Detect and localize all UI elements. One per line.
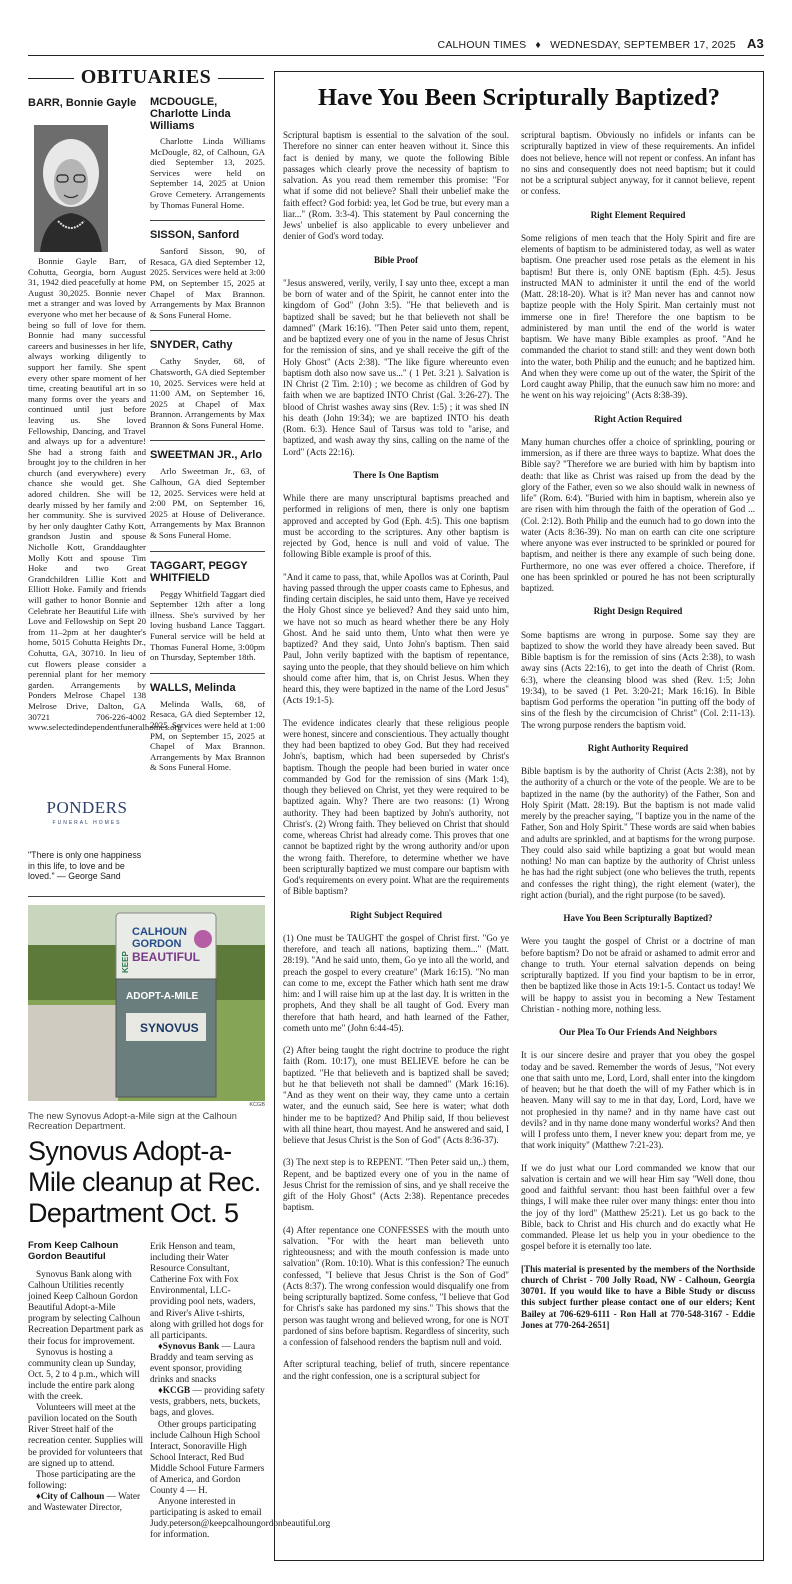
story-column-1 (28, 1270, 144, 1514)
obit-name-sisson: SISSON, Sanford (150, 229, 240, 242)
story-para: Erik Henson and team, including their Water Resource Consultant, Catherine Fox with Fox Environmental, LLC- providing pool nets, waders, and River's Alive t-shirts, along with grilled hot dogs for all participants. (150, 1242, 264, 1341)
issue-date: WEDNESDAY, SEPTEMBER 17, 2025 (550, 39, 736, 51)
bullet-text: — providing safety vests, grabbers, nets, buckets, bags, and gloves. (150, 1386, 265, 1419)
obit-name-mcdougle: MCDOUGLE, Charlotte Linda Williams (150, 96, 231, 132)
ad-paragraph: Bible baptism is by the authority of Christ (Acts 2:38), not by the authority of a church or the vote of the people. We are to be baptized in the name (by the authority) of the Father, Son and Holy Spirit (Matt. 28:19). But the baptism is not made valid merely by the preacher saying, "I baptize you in the name of the Father, Son and Holy Spirit." These words are said when babies and adults are sprinkled, and at baptisms for the wrong purpose. They could also said while baptizing a goat but would mean nothing! No man can baptize by the authority of Christ unless he has had the right subject (one who believes the truth, repents and confesses the right thing), the right element (water), the right action (burial), and the right purpose (to be saved). (521, 766, 755, 900)
obit-photo-barr (34, 125, 108, 252)
photo-credit: KCGB (249, 1102, 265, 1108)
obit-name-barr: BARR, Bonnie Gayle (28, 97, 137, 109)
obit-text-snyder: Cathy Snyder, 68, of Chatsworth, GA died September 10, 2025. Services were held at 11:00 AM, on September 16, 2025 at Chapel of Max Brannon. Arrangements by Max Brannon & Sons Funeral Home. (150, 356, 265, 430)
story-para: Synovus is hosting a community clean up Sunday, Oct. 5, 2 to 4 p.m., which will include the entire park along with the creek. (28, 1347, 140, 1403)
obit-text-sisson: Sanford Sisson, 90, of Resaca, GA died September 12, 2025. Services were held at 3:00 PM, on September 15, 2025 at Chapel of Max Brannon. Arrangements by Max Brannon & Sons Funeral Home. (150, 246, 265, 320)
ad-subheading: Our Plea To Our Friends And Neighbors (559, 1027, 717, 1037)
ad-column-right (521, 130, 755, 1342)
divider (150, 440, 265, 441)
ad-subheading: Right Element Required (590, 209, 686, 220)
obit-body: Bonnie Gayle Barr, of Cohutta, Georgia, born August 31, 1942 died peacefully at home August 30,2025. Bonnie never met a stranger and was loved by everyone who met her because of being so full of love for them. Bonnie had many successful careers and businesses in her life, always working diligently to support her family. She spent every other spare moment of her time, creating beautiful art in so many forms over the years and continued until just before leaving us. She loved Fellowship, Dancing, and Travel and always up for a adventure! She had a strong faith and brought joy to the children in her church (and everywhere) every chance she would get. She adored children. She will be dearly missed by her family and her community. She is survived by her only daughter Cathy Kott, grandson Justin and spouse Nicholle Kott, Granddaughter Molly Kott and spouse Tim Hoke and two Great Grandchildren Lillie Kott and Elliott Hoke. Family and friends will gather to honor Bonnie and Celebrate her Beautiful Life with Love and Fellowship on Sept 20 from 11–2pm at her daughter's home, 5015 Cohutta Heights Dr., Cohutta, GA, 30710. In lieu of cut flowers please consider a perennial plant for her memory garden. Arrangements by Ponders Melrose Chapel 138 Melrose Drive, Dalton, GA 30721 706-226-4002 www.selectedindependentfuneralhomes.org (28, 256, 182, 733)
story-para: Synovus Bank along with Calhoun Utilities recently joined Keep Calhoun Gordon Beautiful Adopt-a-Mile program by selecting Calhoun Recreation Department park as their focus for improvement. (28, 1270, 144, 1347)
ad-paragraph: The evidence indicates clearly that these religious people were honest, sincere and conscientious. They actually thought they had been baptized to obey God. But they had received John's, baptism, which had been superseded by Christ's baptism. Though the people had been buried in water once commanded by God for the remission of sins (Mark 1:4), though they believed on Christ, yet they were required to be baptized again. Why? There are two reasons: (1) Wrong authority. They had been baptized by John's authority, not Christ's. (2) Wrong faith. They believed on Christ that should come, whereas Christ had already come. This proves that one cannot be baptized right by the wrong authority and/or upon the wrong faith. Therefore, to determine whether we have been scripturally baptized we must compare our baptism with God's requirements on every point. What are the requirements of Bible baptism? (283, 717, 509, 897)
photo-caption: The new Synovus Adopt-a-Mile sign at the Calhoun Recreation Department. (28, 1111, 237, 1132)
bullet-label: ♦KCGB (158, 1386, 191, 1397)
divider (150, 551, 265, 552)
ad-subheading: Bible Proof (373, 254, 419, 265)
ad-subheading: Right Design Required (593, 606, 683, 617)
story-bullet (150, 1342, 265, 1386)
obit-name-sweetman: SWEETMAN JR., Arlo (150, 449, 263, 462)
story-column-2 (150, 1242, 331, 1542)
story-para: Volunteers will meet at the pavilion located on the South River Street half of the recreation center. Supplies will be provided for volunteers that are signed up to attend. (28, 1403, 144, 1469)
divider (150, 330, 265, 331)
obit-text-sweetman: Arlo Sweetman Jr., 63, of Calhoun, GA died September 12, 2025. Services were held at 2:00 PM, on September 16, 2025 at House of Deliverance. Arrangements by Max Brannon & Sons Funeral Home. (150, 466, 265, 541)
story-para: Other groups participating include Calhoun High School Interact, Sonoraville High School Interact, Red Bud Middle School Future Farmers of America, and Gordon County 4 — H. (150, 1419, 265, 1497)
ad-title: Have You Been Scripturally Baptized? (318, 84, 720, 111)
ad-subheading: There Is One Baptism (353, 469, 439, 480)
ad-paragraph: While there are many unscriptural baptisms preached and performed in religions of men, there is only one baptism approved and accepted by God (Eph. 4:5). This one baptism must be according to the scriptures. Any other baptism is rejected by God, hence is null and void of value. The following Bible example is proof of this. (283, 493, 509, 560)
bullet-label: ♦City of Calhoun (36, 1491, 105, 1502)
ponders-logo (28, 792, 146, 832)
story-para: Anyone interested in participating is asked to email Judy.peterson@keepcalhoungordonbeautiful.org for information. (150, 1497, 331, 1541)
bullet-label: ♦Synovus Bank (158, 1341, 220, 1352)
ad-paragraph: Scriptural baptism is essential to the salvation of the soul. Therefore no sinner can enter heaven without it. Since this fact is denied by many, we quote the following Bible passages which clearly prove the necessity of baptism to salvation. As you read them remember this promise: "For what if some did not believe? Shall their unbelief make the faith effect? God forbid: yea, let God be true, but every man a liar..." (Rom. 3:3-4). This statement by Paul concerning the Jews' unbelief is also applicable to every unbeliever and denier of God's word today. (283, 130, 509, 242)
ad-paragraph: If we do just what our Lord commanded we know that our salvation is certain and we will hear Him say "Well done, thou good and faithful servant: thou hast been faithful over a few things, I will make thee ruler over many things: enter thou into the joy of thy lord" (Matthew 25:21). Let us go back to the Bible, back to Christ and His church and do exactly what He commanded. Please let us help you in your obedience to the gospel before it is eternally too late. (521, 1162, 755, 1252)
divider (150, 673, 265, 674)
adopt-a-mile-photo (28, 905, 265, 1101)
story-para: Those participating are the following: (28, 1469, 136, 1491)
obit-name-snyder: SNYDER, Cathy (150, 339, 233, 352)
sign-synovus: SYNOVUS (140, 1021, 199, 1035)
ad-subheading: Right Subject Required (350, 909, 442, 920)
sign-beautiful: BEAUTIFUL (132, 950, 200, 964)
quote: "There is only one happiness in this life, to love and be loved." — George Sand (28, 850, 142, 881)
obit-name-taggart: TAGGART, PEGGY WHITFIELD (150, 559, 248, 584)
obit-text-taggart: Peggy Whitfield Taggart died September 12th after a long illness. She's survived by her loving husband Lance Taggart. Funeral service will be held at Thomas Funeral Home, 3:00pm on Thursday, September 18th. (150, 588, 265, 663)
bullet-text: — Laura Braddy and team serving as event sponsor, providing drinks and snacks (150, 1341, 255, 1386)
ad-paragraph: scriptural baptism. Obviously no infidels or infants can be scripturally baptized in view of these requirements. An infidel does not believe, hence will not repent or confess. An infant has no sins and consequently does not need baptism; but it could not be a scriptural subject anyway, for it cannot believe, repent or confess. (521, 130, 755, 197)
paper-name: CALHOUN TIMES (437, 39, 527, 51)
obit-text-mcdougle: Charlotte Linda Williams McDougle, 82, of Calhoun, GA died September 13, 2025. Services were held on September 14, 2025 at Union Grove Cemetery. Arrangements by Thomas Funeral Home. (150, 136, 265, 210)
ad-paragraph: Were you taught the gospel of Christ or a doctrine of man before baptism? Do not be afraid or ashamed to admit error and change to truth. Your eternal salvation depends on being scripturally baptized. If you find your baptism to be in error, then be baptized like those in Acts 19:1-5. Contact us today! We will be happy to assist you in becoming a New Testament Christian - nothing more, nothing less. (521, 936, 755, 1014)
ad-paragraph: Many human churches offer a choice of sprinkling, pouring or immersion, as if there are three ways to baptize. What does the Bible say? "Therefore we are buried with him by baptism into death: that like as Christ was raised up from the dead by the glory of the Father, even so we also should walk in newness of life" (Rom. 6:4). "Buried with him in baptism, wherein also ye are risen with him through the faith of the operation of God ...(Col. 2:12). Both Philip and the eunuch had to go down into the water (Acts 8:36-39). No man on earth can cite one scripture where anyone was ever instructed to be sprinkled or poured for baptism, and neither is there any example of such being done. Furthermore, no one was ever offered a choice. Therefore, if one has been sprinkled or poured he has not been scripturally baptized. (521, 436, 755, 593)
obit-text-walls: Melinda Walls, 68, of Resaca, GA died September 12, 2025. Services were held at 1:00 PM, on September 15, 2025 at Chapel of Max Brannon. Arrangements by Max Brannon & Sons Funeral Home. (150, 698, 265, 773)
sign-adopt-a-mile: ADOPT-A-MILE (126, 991, 199, 1002)
ad-subheading: Right Authority Required (587, 742, 689, 753)
ad-paragraph: It is our sincere desire and prayer that you obey the gospel today and be saved. Remember the words of Jesus, "Not every one that saith unto me, Lord, Lord, shall enter into the kingdom of heaven; but he that doeth the will of my Father which is in heaven. Many will say to me in that day, Lord, Lord, have we not prophesied in thy name? and in thy name have cast out devils? and in thy name done many wonderful works? And then will I profess unto them, I never knew you: depart from me, ye that work iniquity" (Matthew 7:21-23). (521, 1050, 755, 1151)
divider (150, 220, 265, 221)
section-divider (28, 896, 265, 897)
story-bullet (28, 1492, 144, 1514)
bullet-text: — Water and Wastewater Director, (28, 1491, 141, 1513)
page-header (28, 36, 764, 56)
story-byline: From Keep Calhoun Gordon Beautiful (28, 1240, 119, 1262)
ad-paragraph: "Jesus answered, verily, verily, I say unto thee, except a man be born of water and of the Spirit, he cannot enter into the kingdom of God" (John 3:5). "He that believeth and is baptized shall be saved; but he that believeth not shall be damned" (Mark 16:16). "Then Peter said unto them, repent, and be baptized every one of you in the name of Jesus Christ for the remission of sins, and ye shall receive the gift of the Holy Ghost" (Acts 2:38). "The like figure whereunto even baptism doth also now save us..." ( 1 Pet. 3:21 ). Salvation is IN Christ (2 Tim. 2:10) ; we become as children of God by faith when we are baptized INTO Christ (Gal. 3:26-27). The blood of Christ washes away sins (Rev. 1:5) ; it was shed IN his death (John 19:34); we are baptized INTO his death (Rom. 6:3). Hence Saul of Tarsus was told to "arise, and baptized, and wash away thy sins, calling on the name of the Lord" (Acts 22:16). (283, 277, 509, 457)
ad-paragraph: Some religions of men teach that the Holy Spirit and fire are elements of baptism to be administered today, as well as water baptism. One preacher used rose petals as the element in his baptism! But there is, only ONE baptism (Eph. 4:5). Jesus instructed MAN to administer it until the end of the world (Matt. 28:18-20). What is it? Man never has and cannot now baptize people with the Holy Spirit. Man certainly must not immerse one in fire! Therefore the one baptism to be administered by man until the end of the world is water baptism. We have many Bible examples as proof. "And he commanded the chariot to stand still: and they went down both into the water, both Philip and the eunuch; and he baptized him. And when they were come up out of the water, the Spirit of the Lord caught away Philip, that the eunuch saw him no more: and he went on his way rejoicing" (Acts 8:38-39). (521, 232, 755, 401)
sign-keep: KEEP (121, 951, 130, 973)
ad-signature: [This material is presented by the members of the Northside church of Christ - 700 Jolly Road, NW - Calhoun, Georgia 30701. If you would like to have a Bible Study or discuss this subject further please contact one of our elders; Kent Bailey at 706-629-6111 - Ron Hall at 770-548-3167 - Eddie Jones at 770-264-2651] (521, 1263, 755, 1330)
ad-paragraph: (3) The next step is to REPENT. "Then Peter said un,.) them, Repent, and be baptized every one of you in the name of Jesus Christ for the remission of sins, and ye shall receive the gift of the Holy Ghost" (Acts 2:38). Repentance precedes baptism. (283, 1157, 509, 1213)
obituaries-title: OBITUARIES (28, 66, 264, 90)
obit-text-barr (28, 256, 182, 733)
ad-paragraph: (4) After repentance one CONFESSES with the mouth unto salvation. "For with the heart man believeth unto righteousness; and with the mouth confession is made unto salvation" (Rom. 10:10). What is this confession? The eunuch confessed, "I believe that Jesus Christ is the Son of God" (Acts 8:37). The wrong confession would disqualify one from being scripturally baptized. Some confess, "I believe that God for Christ's sake has pardoned my sins." This shows that the person was taught wrong and believed wrong, for one is NOT pardoned of sins before baptism. Regardless of sincerity, such a confession of falsehood renders the baptism null and void. (283, 1224, 509, 1347)
portrait-image (34, 125, 108, 252)
logo-name: PONDERS (46, 798, 128, 817)
sign-calhoun: CALHOUN (132, 926, 187, 938)
ad-subheading: Right Action Required (594, 413, 682, 424)
ad-subheading: Have You Been Scripturally Baptized? (563, 913, 713, 923)
ad-paragraph: (2) After being taught the right doctrine to produce the right faith (Rom. 10:17), one must BELIEVE before he can be baptized. "He that believeth and is baptized shall be saved; but he that believeth not shall be damned" (Mark 16:16). "And as they went on their way, they came unto a certain water, and the eunuch said, See here is water; what doth hinder me to be baptized? And Philip said, If thou believest with all thine heart, thou mayest. And he answered and said, I believe that Jesus Christ is the Son of God" (Acts 8:36-37). (283, 1045, 509, 1145)
obit-column-2 (150, 96, 265, 773)
ad-paragraph: After scriptural teaching, belief of truth, sincere repentance and the right confession, one is a scriptural subject for (283, 1359, 509, 1381)
story-headline: Synovus Adopt-a-Mile cleanup at Rec. Department Oct. 5 (28, 1136, 261, 1228)
sign-photo-image (28, 905, 265, 1101)
ad-paragraph: "And it came to pass, that, while Apollos was at Corinth, Paul having passed through the upper coasts came to Ephesus, and finding certain disciples, he said unto them, Have ye received the Holy Ghost since ye believed? And they said unto him, we have not so much as heard whether there be any Holy Ghost. And he said unto them, Unto what then were ye baptized? And they said, Unto John's baptism. Then said Paul, John verily baptized with the baptism of repentance, saying unto the people, that they should believe on him which should come after him, that is, on Christ Jesus. When they heard this, they were baptized in the name of the Lord Jesus" (Acts 19:1-5). (283, 571, 509, 706)
sign-gordon: GORDON (132, 938, 182, 950)
ad-paragraph: (1) One must be TAUGHT the gospel of Christ first. "Go ye therefore, and teach all nations, baptizing them..." (Matt. 28:19). "And he said unto, them, Go ye into all the world, and preach the gospel to every creature" (Mark 16:15). "No man can come to me, except the Father which hath sent me draw him: and I will raise him up at the last day. It is written in the prophets, And they shall be all taught of God. Every man therefore that hath heard, and hath learned of the Father, cometh unto me" (John 6:44-45). (283, 932, 509, 1033)
ad-column-left (283, 130, 509, 1393)
story-bullet (150, 1386, 265, 1419)
obit-name-walls: WALLS, Melinda (150, 681, 236, 694)
logo-sub: FUNERAL HOMES (52, 820, 122, 826)
header-separator: ♦ (535, 39, 541, 51)
ad-paragraph: Some baptisms are wrong in purpose. Some say they are baptized to show the world they have already been saved. But Bible baptism is for the remission of sins (Acts 2:38), to wash away sins (Acts 22:16), to get into the death of Christ (Rom. 6:3), where the cleansing blood was shed (Rev. 1:5; John 19:34), to be saved (1 Pet. 3:20-21; Mark 16:16). In Bible baptism God performs the operation "in putting off the body of sins of the flesh by the circumcision of Christ" (Col. 2:11-13). The wrong purpose renders the baptism void. (521, 629, 755, 730)
page-number: A3 (746, 36, 764, 51)
